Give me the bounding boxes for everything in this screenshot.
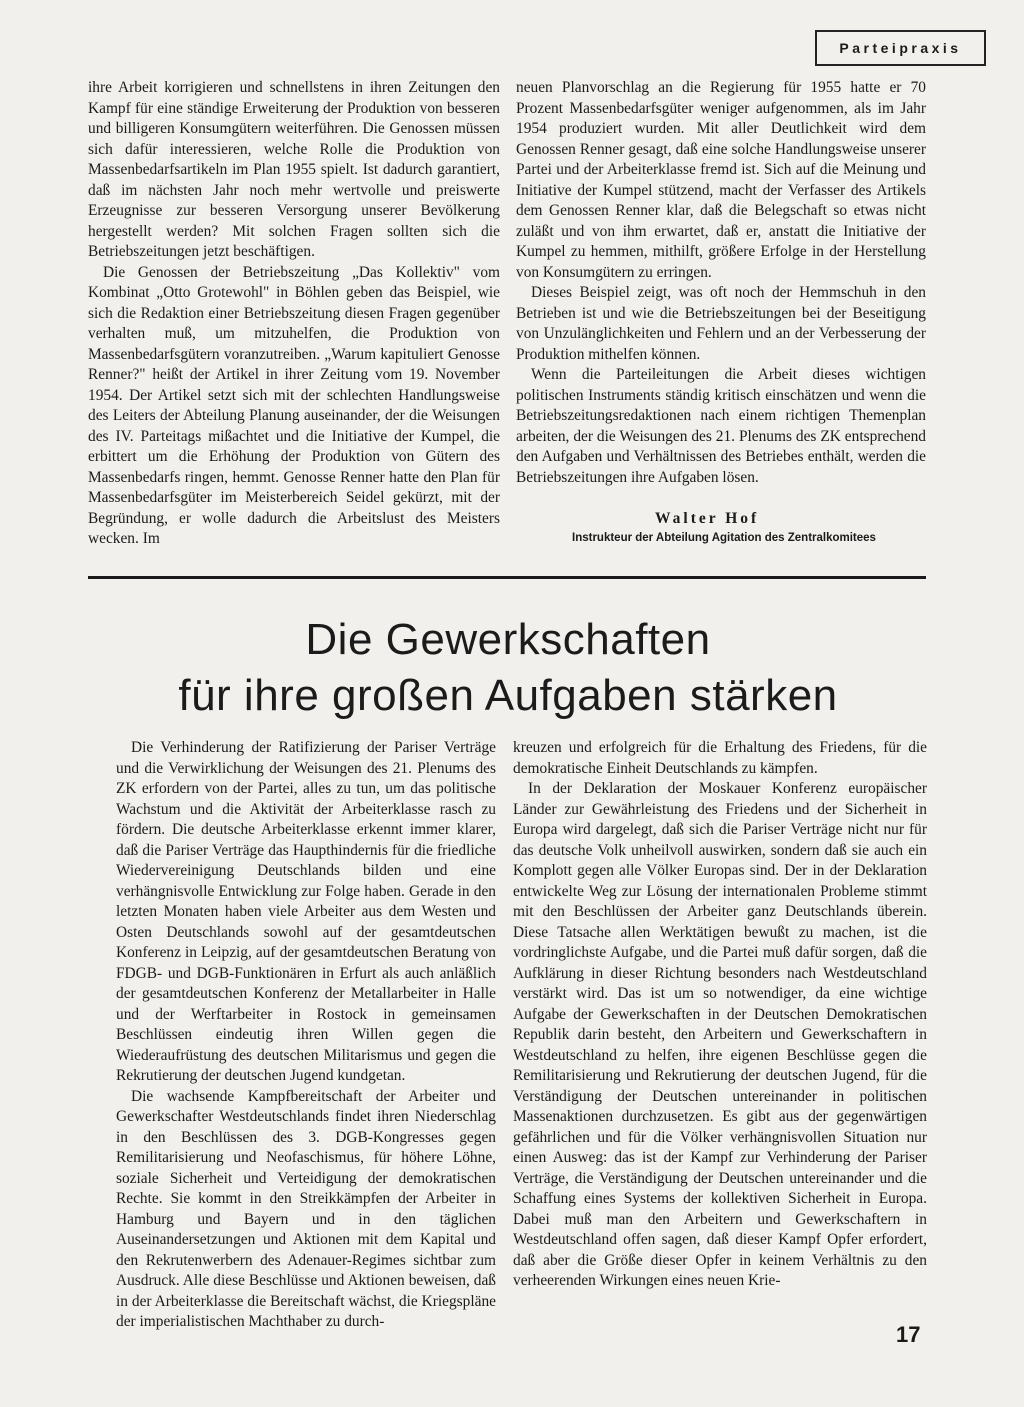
paragraph: kreuzen und erfolgreich für die Erhaltung des Friedens, für die demokratische Einheit Deutschlands zu kämpfen.	[513, 739, 927, 777]
paragraph: In der Deklaration der Moskauer Konferenz europäischer Länder zur Gewährleistung des Friedens und der Sicherheit in Europa wird dargelegt, daß sich die Pariser Verträge nicht nur für das deutsche Volk unheilvoll auswirken, sondern daß sie auch ein Komplott gegen alle Völker Europas sind. Der in der Deklaration entwickelte Weg zur Lösung der internationalen Probleme stimmt mit den Beschlüssen der Arbeiter ganz Deutschlands überein. Diese Tatsache allen Werktätigen bewußt zu machen, ist die vordringlichste Aufgabe, und die Partei muß dafür sorgen, daß die Aufklärung in dieser Richtung besonders nach Westdeutschland verstärkt wird. Das ist um so notwendiger, da eine wichtige Aufgabe der Gewerkschaften in der Deutschen Demokratischen Republik darin besteht, den Arbeitern und Gewerkschaftern in Westdeutschland zu helfen, ihre eigenen Beschlüsse gegen die Remilitarisierung und Rekrutierung der deutschen Jugend, für die Verständigung der Deutschen untereinander in politischen Massenaktionen durchzusetzen. Es gibt aus der gegenwärtigen gefährlichen und für die Völker verhängnisvollen Situation nur einen Ausweg: das ist der Kampf zur Verhinderung der Pariser Verträge, die Verständigung der Deutschen untereinander und die Schaffung eines Systems der kollektiven Sicherheit in Europa. Dabei muß man den Arbeitern und Gewerkschaftern in Westdeutschland offen sagen, daß dieser Kampf Opfer erfordert, daß aber die Größe dieser Opfer in keinem Verhältnis zu den verheerenden Wirkungen eines neuen Krie-	[513, 780, 927, 1289]
paragraph: Wenn die Parteileitungen die Arbeit dieses wichtigen politischen Instruments ständig kritisch einschätzen und wenn die Betriebszeitungsredaktionen nach einem richtigen Themenplan arbeiten, der die Weisungen des 21. Plenums des ZK entsprechend den Aufgaben und Verhältnissen des Betriebes enthält, werden die Betriebszeitungen ihre Aufgaben lösen.	[516, 366, 926, 486]
upper-left-column	[88, 78, 500, 550]
paragraph: Die wachsende Kampfbereitschaft der Arbeiter und Gewerkschafter Westdeutschlands findet ihren Niederschlag in den Beschlüssen des 3. DGB-Kongresses gegen Remilitarisierung und Neofaschismus, für höhere Löhne, soziale Sicherheit und Verteidigung der demokratischen Rechte. Sie kommt in den Streikkämpfen der Arbeiter in Hamburg und Bayern und in den täglichen Auseinandersetzungen und Aktionen mit dem Kapital und den Rekrutenwerbern des Adenauer-Regimes sichtbar zum Ausdruck. Alle diese Beschlüsse und Aktionen beweisen, daß in der Arbeiterklasse die Bereitschaft wächst, die Kriegspläne der imperialistischen Machthaber zu durch-	[116, 1087, 496, 1330]
paragraph: Die Verhinderung der Ratifizierung der Pariser Verträge und die Verwirklichung der Weisungen des 21. Plenums des ZK erfordern von der Partei, alles zu tun, um das politische Wachstum und die Aktivität der Arbeiterklasse rasch zu fördern. Die deutsche Arbeiterklasse erkennt immer klarer, daß die Pariser Verträge das Haupthindernis für die friedliche Wiedervereinigung Deutschlands bilden und eine verhängnisvolle Entwicklung zur Folge haben. Gerade in den letzten Monaten haben viele Arbeiter aus dem Westen und Osten Deutschlands sowohl auf der gesamtdeutschen Konferenz in Leipzig, auf der gesamtdeutschen Beratung von FDGB- und DGB-Funktionären in Erfurt als auch anläßlich der gesamtdeutschen Konferenz der Metallarbeiter in Halle und der Werftarbeiter in Rostock in gemeinsamen Beschlüssen eindeutig ihren Willen gegen die Wiederaufrüstung des deutschen Militarismus und gegen die Rekrutierung der deutschen Jugend kundgetan.	[116, 739, 496, 1084]
page-number: 17	[896, 1322, 921, 1347]
article-left-column	[116, 738, 496, 1333]
title-line-1: Die Gewerkschaften	[305, 615, 711, 664]
article-title	[90, 612, 926, 724]
paragraph: Die Genossen der Betriebszeitung „Das Kollektiv" vom Kombinat „Otto Grotewohl" in Böhlen geben das Beispiel, wie sich die Redaktion einer Betriebszeitung diesen Fragen gegenüber verhalten muß, um mitzuhelfen, die Produktion von Massenbedarfsgütern voranzutreiben. „Warum kapituliert Genosse Renner?" heißt der Artikel in ihrer Zeitung vom 19. November 1954. Der Artikel setzt sich mit der schlechten Handlungsweise des Leiters der Abteilung Planung auseinander, der die Weisungen des IV. Parteitags mißachtet und die Initiative der Kumpel, die erbittert um die Erhöhung der Produktion von Gütern des Massenbedarfs ringen, hemmt. Genosse Renner hatte den Plan für Massenbedarfsgüter im Meisterbereich Seidel gekürzt, mit der Begründung, er wolle dadurch die Arbeitslust des Meisters wecken. Im	[88, 263, 500, 547]
author-role: Instrukteur der Abteilung Agitation des Zentralkomitees	[572, 532, 876, 544]
upper-right-column	[516, 78, 926, 488]
section-label: Parteipraxis	[815, 30, 986, 66]
paragraph: neuen Planvorschlag an die Regierung für 1955 hatte er 70 Prozent Massenbedarfsgüter weniger aufgenommen, als im Jahr 1954 produziert wurden. Mit aller Deutlichkeit wird dem Genossen Renner gesagt, daß eine solche Handlungsweise unserer Partei und der Arbeiterklasse fremd ist. Sich auf die Meinung und Initiative der Kumpel stützend, macht der Verfasser des Artikels dem Genossen Renner klar, daß die Belegschaft so etwas nicht zuläßt und von ihm erwartet, daß er, anstatt die Initiative der Kumpel zu hemmen, mithilft, größere Erfolge in der Herstellung von Konsumgütern zu erringen.	[516, 79, 926, 281]
title-line-2: für ihre großen Aufgaben stärken	[178, 671, 838, 720]
article-right-column	[513, 738, 927, 1292]
paragraph: ihre Arbeit korrigieren und schnellstens in ihren Zeitungen den Kampf für eine ständige Erweiterung der Produktion von besseren und billigeren Konsumgütern weiterführen. Die Genossen müssen sich dafür interessieren, welche Rolle die Produktion von Massenbedarfsartikeln im Plan 1955 spielt. Ist dadurch garantiert, daß im nächsten Jahr noch mehr wertvolle und preiswerte Erzeugnisse zur besseren Versorgung unserer Bevölkerung hergestellt werden? Mit solchen Fragen sollten sich die Betriebszeitungen jetzt beschäftigen.	[88, 79, 500, 260]
author-name: Walter Hof	[655, 510, 760, 527]
paragraph: Dieses Beispiel zeigt, was oft noch der Hemmschuh in den Betrieben ist und wie die Betriebszeitungen bei der Beseitigung von Unzulänglichkeiten und Fehlern und an der Verbesserung der Produktion mithelfen können.	[516, 284, 926, 363]
section-divider	[88, 576, 926, 579]
